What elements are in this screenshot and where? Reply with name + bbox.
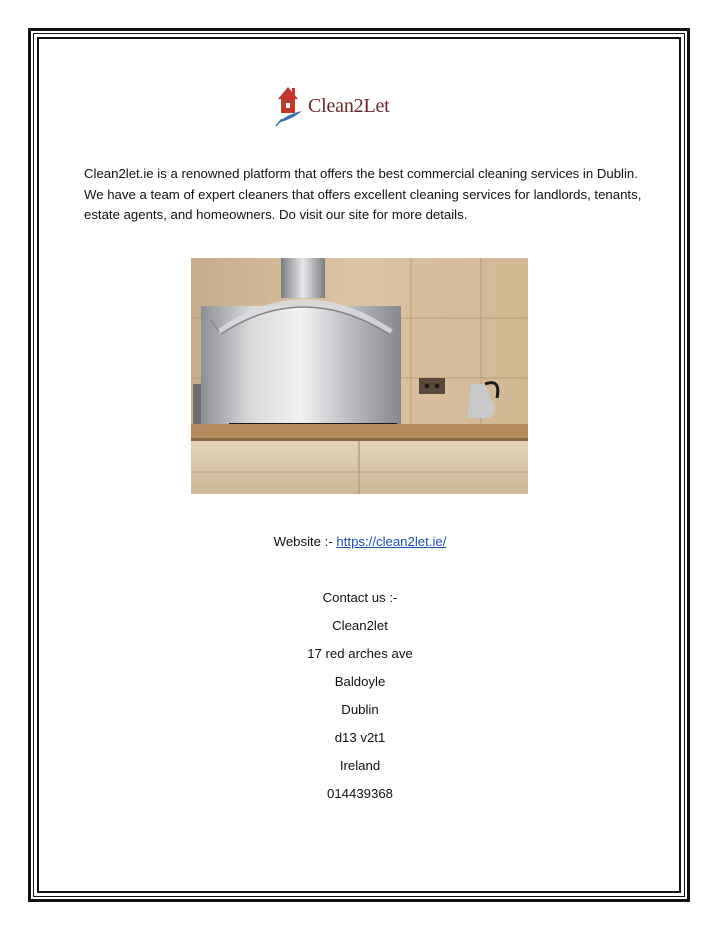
contact-line-phone: 014439368 <box>326 786 393 801</box>
contact-heading: Contact us :- <box>322 590 398 605</box>
contact-line-city: Dublin <box>341 702 379 717</box>
website-line <box>0 534 720 549</box>
website-label: Website :- <box>273 534 337 549</box>
house-bird-logo-icon <box>274 83 306 127</box>
logo-wordmark: Clean2Let <box>308 94 390 117</box>
contact-line-street: 17 red arches ave <box>307 646 413 661</box>
clean2let-logo <box>274 82 390 128</box>
contact-line-country: Ireland <box>339 758 381 773</box>
website-link[interactable]: https://clean2let.ie/ <box>336 534 447 549</box>
kitchen-hood-image <box>191 258 528 494</box>
contact-line-postcode: d13 v2t1 <box>334 730 386 745</box>
contact-line-area: Baldoyle <box>334 674 386 689</box>
kitchen-photo <box>191 258 528 494</box>
contact-line-company: Clean2let <box>332 618 388 633</box>
intro-paragraph: Clean2let.ie is a renowned platform that offers the best commercial cleaning services in Dublin. We have a team of expert cleaners that offers excellent cleaning services for landlords, tenants, estate agents, and homeowners. Do visit our site for more details. <box>84 166 642 222</box>
